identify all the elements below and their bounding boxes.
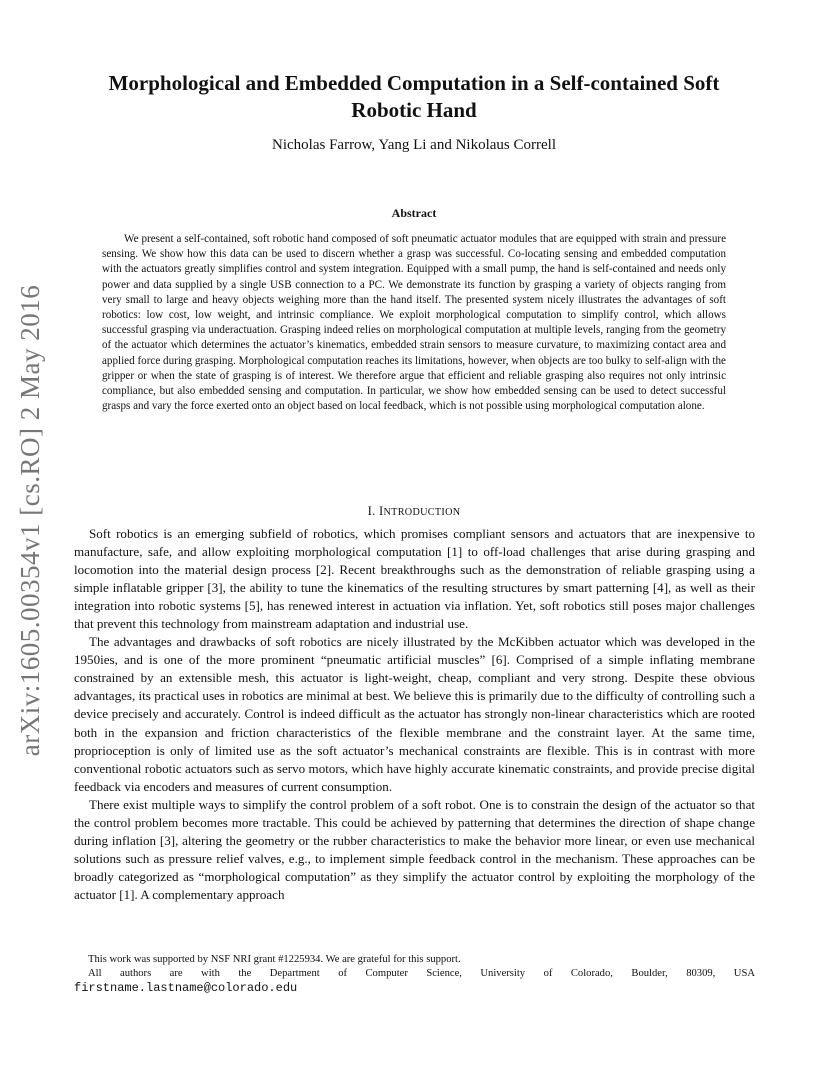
author-email: firstname.lastname@colorado.edu xyxy=(74,981,298,995)
footnotes xyxy=(74,953,755,995)
author-list: Nicholas Farrow, Yang Li and Nikolaus Correll xyxy=(272,137,556,153)
arxiv-identifier: arXiv:1605.00354v1 [cs.RO] 2 May 2016 xyxy=(15,284,46,756)
intro-paragraph: The advantages and drawbacks of soft robotics are nicely illustrated by the McKibben actuator which was developed in the 1950ies, and is one of the more prominent “pneumatic artificial muscles” [6]. Comprised of a simple inflating membrane constrained by an extensible mesh, this actuator is light-weight, cheap, compliant and very strong. Despite these obvious advantages, its practical uses in robotics are minimal at best. We believe this is primarily due to the difficulty of controlling such a device precisely and accurately. Control is indeed difficult as the actuator has strongly non-linear characteristics which are rooted both in the expansion and friction characteristics of the flexible membrane and the constraint layer. At the same time, proprioception is only of limited use as the soft actuator’s mechanical constraints are flexible. This is in contrast with more conventional robotic actuators such as servo motors, which have highly accurate kinematic constraints, and provide precise digital feedback via encoders and measures of current consumption. xyxy=(74,634,755,794)
intro-paragraph: There exist multiple ways to simplify the control problem of a soft robot. One is to constrain the design of the actuator so that the control problem becomes more tractable. This could be achieved by patterning that determines the direction of shape change during inflation [3], altering the geometry or the rubber characteristics to make the behavior more linear, or even use mechanical solutions such as pressure relief valves, e.g., to implement simple feedback control in the mechanism. These approaches can be broadly categorized as “morphological computation” as they simplify the actuator control by exploiting the morphology of the actuator [1]. A complementary approach xyxy=(74,796,755,902)
section-title-initial: I xyxy=(379,504,384,518)
paper-title: Morphological and Embedded Computation in a Self-contained Soft Robotic Hand xyxy=(108,71,720,122)
section-title-rest: NTRODUCTION xyxy=(383,507,461,518)
funding-footnote: This work was supported by NSF NRI grant #1225934. We are grateful for this support. xyxy=(88,954,461,965)
affiliation-footnote: All authors are with the Department of Computer Science, University of Colorado, Boulder, 80309, USA xyxy=(88,968,755,979)
intro-paragraph: Soft robotics is an emerging subfield of robotics, which promises compliant sensors and actuators that are inexpensive to manufacture, safe, and allow exploiting morphological computation [1] to off-load challenges that arise during grasping and locomotion into the material design process [2]. Recent breakthroughs such as the demonstration of reliable grasping using a simple inflatable gripper [3], the ability to tune the kinematics of the resulting structures by smart patterning [4], as well as their integration into robotic systems [5], has renewed interest in actuation via inflation. Yet, soft robotics still poses major challenges that prevent this technology from mainstream adaptation and industrial use. xyxy=(74,526,755,632)
arxiv-sidebar xyxy=(14,280,48,760)
introduction-body xyxy=(74,525,755,904)
section-numeral: I. xyxy=(367,504,380,518)
abstract-heading: Abstract xyxy=(391,206,437,220)
abstract-text: We present a self-contained, soft robotic hand composed of soft pneumatic actuator modules that are equipped with strain and pressure sensing. We show how this data can be used to discern whether a grasp was successful. Co-locating sensing and embedded computation with the actuators greatly simplifies control and system integration. Equipped with a small pump, the hand is self-contained and needs only power and data supplied by a single USB connection to a PC. We demonstrate its function by grasping a variety of objects ranging from very small to large and heavy objects weighing more than the hand itself. The presented system nicely illustrates the advantages of soft robotics: low cost, low weight, and intrinsic compliance. We exploit morphological computation to simplify control, which allows successful grasping via underactuation. Grasping indeed relies on morphological computation at multiple levels, ranging from the geometry of the actuator which determines the actuator’s kinematics, embedded strain sensors to measure curvature, to maximizing contact area and applied force during grasping. Morphological computation reaches its limitations, however, when objects are too bulky to self-align with the gripper or when the state of grasping is of interest. We therefore argue that efficient and reliable grasping also requires not only intrinsic compliance, but also embedded sensing and computation. In particular, we show how embedded sensing can be used to detect successful grasps and vary the force exerted onto an object based on local feedback, which is not possible using morphological computation alone. xyxy=(102,233,726,413)
section-heading-introduction xyxy=(74,504,754,519)
